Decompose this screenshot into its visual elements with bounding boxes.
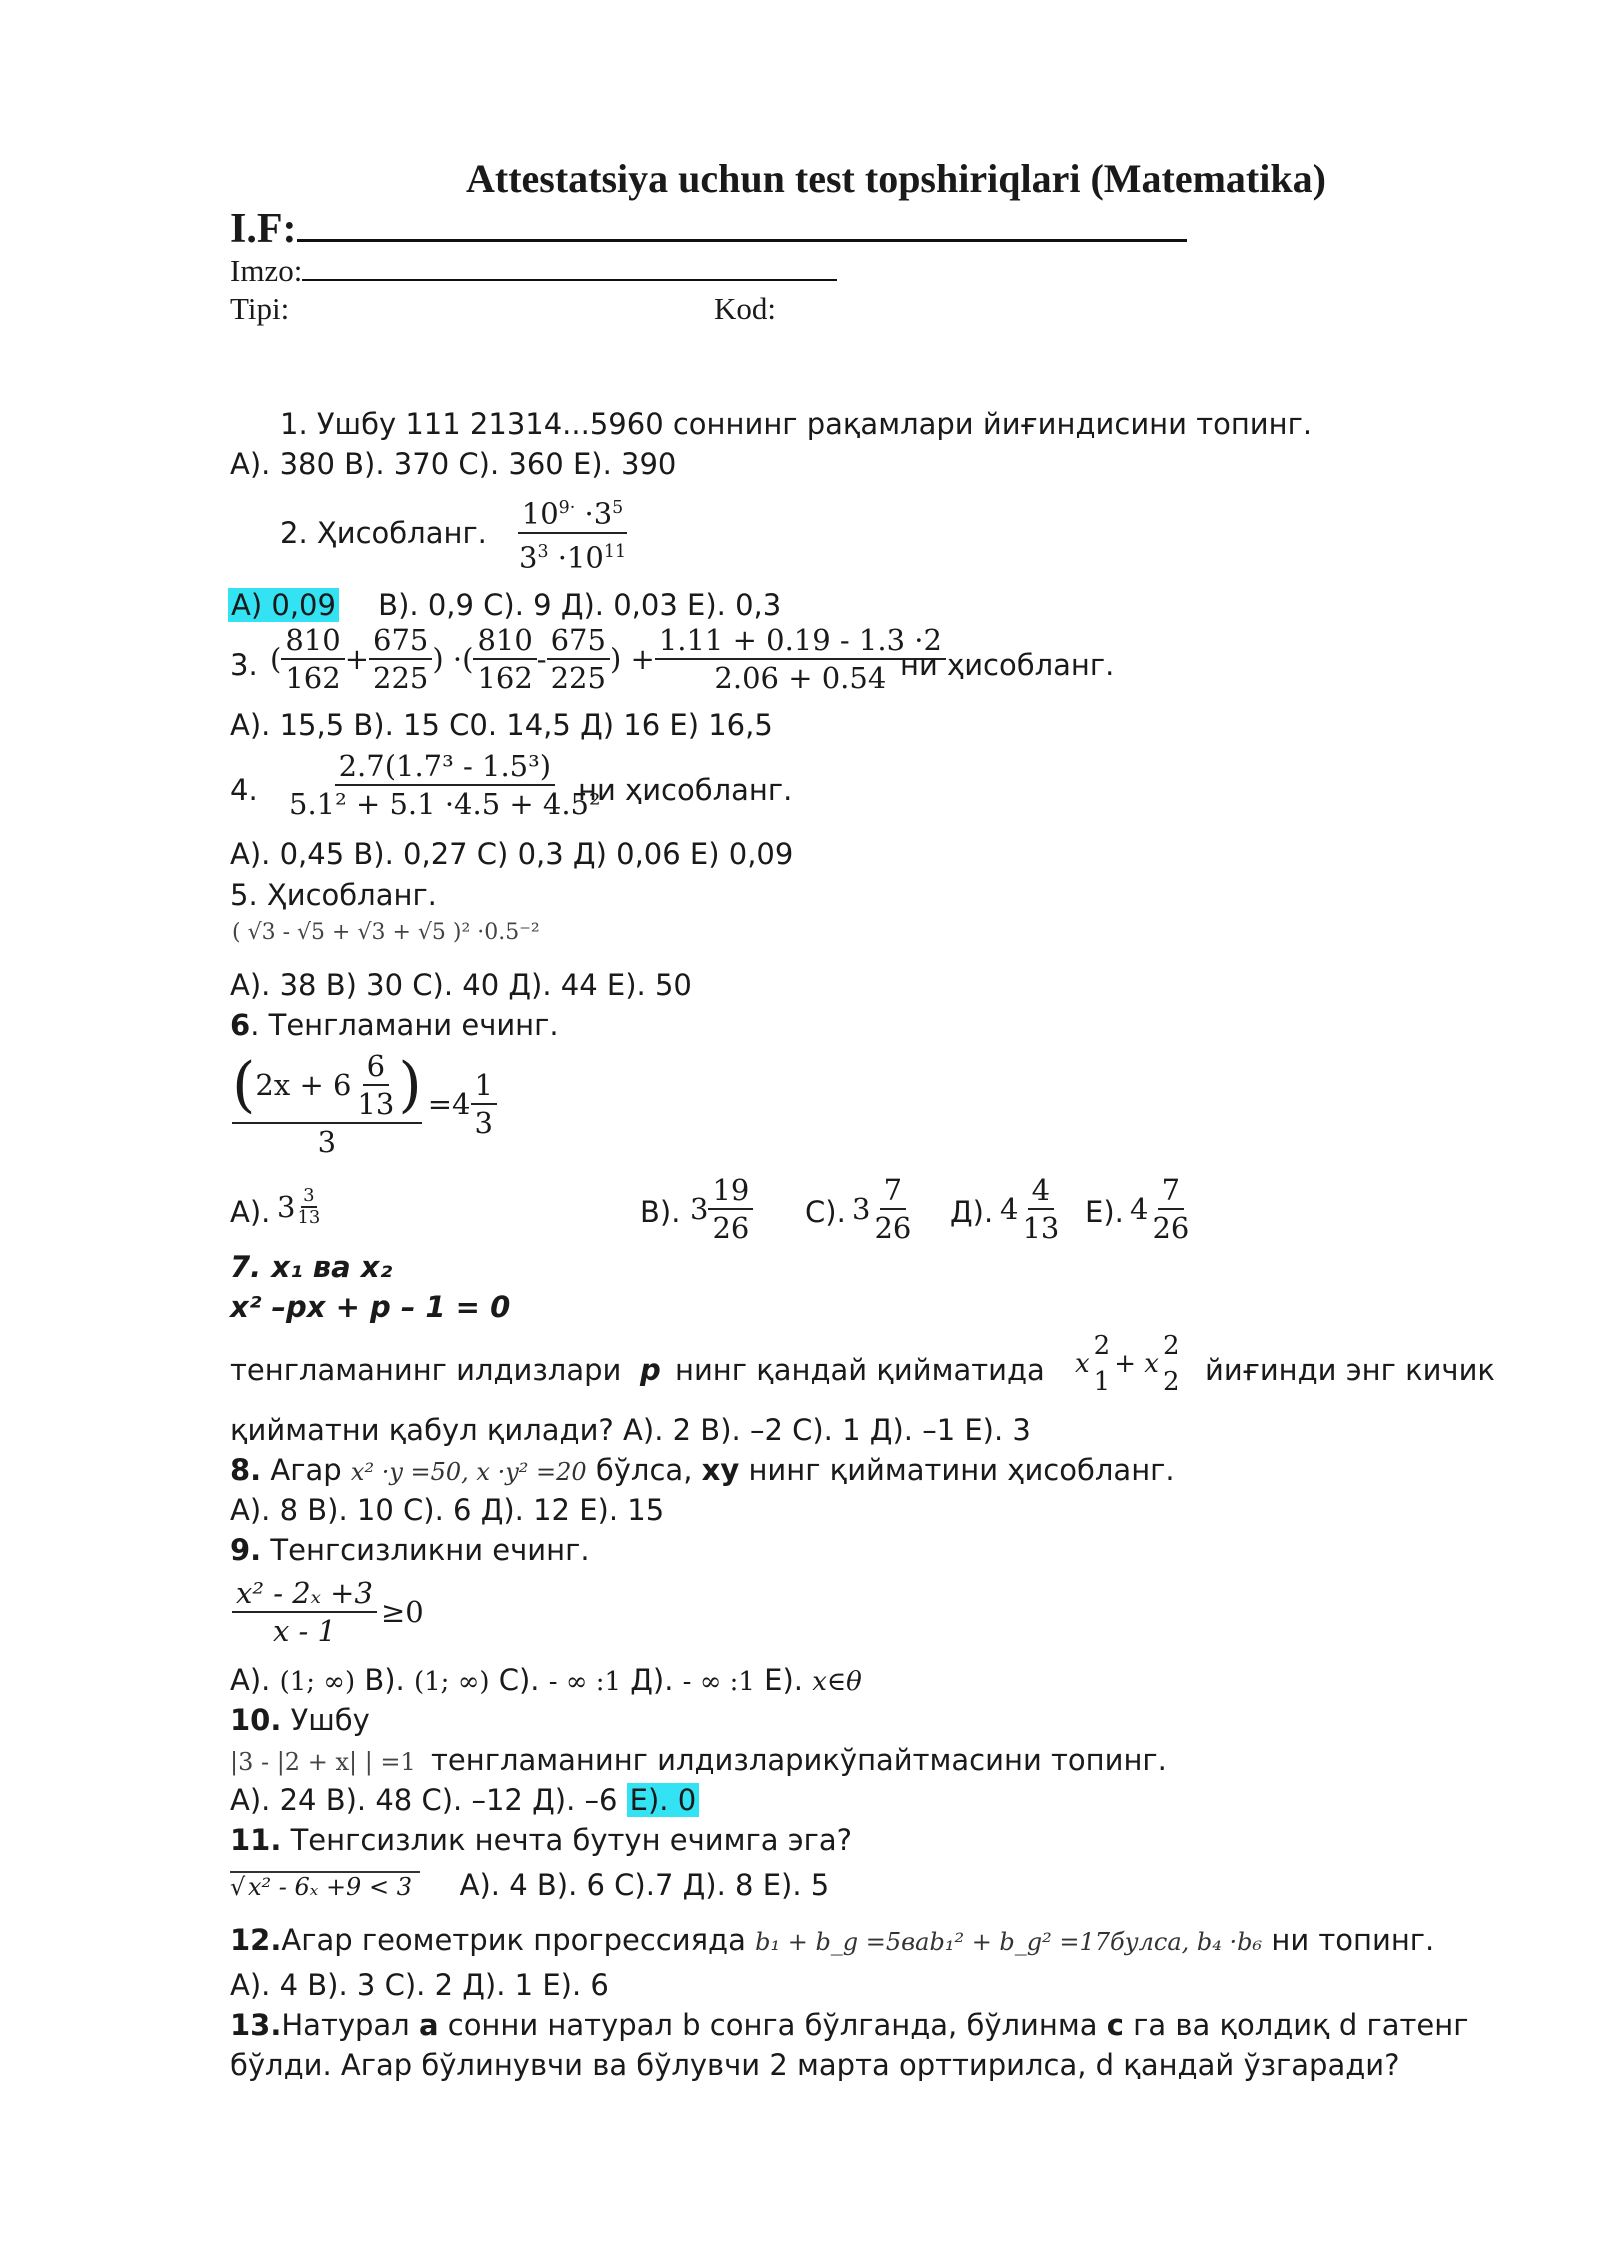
q4-number: 4. <box>230 773 258 807</box>
q6-option-e-label: E). <box>1085 1195 1124 1229</box>
q7-options: қийматни қабул қилади? A). 2 B). –2 C). 1 Д). –1 E). 3 <box>230 1413 1031 1447</box>
q1-options: A). 380 B). 370 C). 360 E). 390 <box>230 447 677 481</box>
page-title: Attestatsiya uchun test topshiriqlari (Matematika) <box>466 156 1326 201</box>
q13-line2: бўлди. Агар бўлинувчи ва бўлувчи 2 марта орттирилса, d қандай ўзгаради? <box>230 2048 1400 2082</box>
q8-options: A). 8 B). 10 C). 6 Д). 12 E). 15 <box>230 1493 665 1527</box>
q4-suffix: ни ҳисобланг. <box>578 773 793 807</box>
q9-inequality: $\frac{\text{x² - 2ₓ +3}}{x - 1}$ ≥0 <box>232 1575 424 1649</box>
q7-text-c: йиғинди энг кичик <box>1205 1353 1495 1387</box>
q6-option-c: 3 $\frac{7}{26}$ <box>852 1173 912 1245</box>
q4-options: A). 0,45 B). 0,27 C) 0,3 Д) 0,06 E) 0,09 <box>230 837 794 871</box>
q9-options: A). (1; ∞) B). (1; ∞) C). - ∞ :1 Д). - ∞ :1 E). x∈θ <box>230 1663 862 1697</box>
q6-option-b: 3 $\frac{19}{26}$ <box>690 1172 753 1246</box>
q7-expression: x 2 1 + x 2 2 <box>1075 1331 1180 1397</box>
q3-expression: ( $\frac{810}{162}$ + $\frac{675}{225}$ ) ·( $\frac{810}{162}$ - $\frac{675}{225}$ ) + $\frac{1.11 + 0.19 - 1.3 \cdot 2}{2.06 + 0.54}$ <box>270 622 946 696</box>
if-underline <box>297 209 1187 242</box>
q6-text: 6. Тенгламани ечинг. <box>230 1008 559 1042</box>
q6-option-e: 4 $\frac{7}{26}$ <box>1130 1173 1190 1245</box>
q6-option-b-label: B). <box>640 1195 681 1229</box>
q3-options: A). 15,5 B). 15 C0. 14,5 Д) 16 E) 16,5 <box>230 708 773 742</box>
if-label: I.F: <box>230 206 297 252</box>
if-field <box>230 205 1187 253</box>
q3-suffix: ни ҳисобланг. <box>900 648 1115 682</box>
q4-fraction: $\frac{\text{2.7(1.7³ - 1.5³)}}{\text{5.1² + 5.1 ·4.5 + 4.5²}}$ <box>289 749 601 821</box>
imzo-label: Imzo: <box>230 253 303 288</box>
q6-option-a: 3 $\frac{3}{13}$ <box>277 1185 321 1228</box>
q7-line2: x² –px + p – 1 = 0 <box>230 1290 511 1324</box>
q9-text: 9. Тенгсизликни ечинг. <box>230 1533 590 1567</box>
q3-number: 3. <box>230 648 258 682</box>
q10-options: A). 24 B). 48 C). –12 Д). –6 E). 0 <box>230 1780 699 1820</box>
q7-p: p <box>640 1353 661 1387</box>
q12-text: 12.Агар геометрик прогрессияда b₁ + b_g =5ваb₁² + b_g² =17булса, b₄ ·b₆ ни топинг. <box>230 1923 1435 1957</box>
q13-line1: 13.Натурал a сонни натурал b сонга бўлганда, бўлинма c га ва қолдиқ d гатенг <box>230 2008 1469 2042</box>
q1-text: 1. Ушбу 111 21314...5960 соннинг рақамлари йиғиндисини топинг. <box>280 407 1313 441</box>
q2-fraction: $\frac{10^{9\cdot} \cdot 3^5}{3^3 \cdot 10^{11}}$ <box>515 490 630 575</box>
q5-text: 5. Ҳисобланг. <box>230 878 437 912</box>
q6-option-d-label: Д). <box>950 1195 994 1229</box>
q11-line: √ x² - 6ₓ +9 < 3 A). 4 B). 6 C).7 Д). 8 E). 5 <box>230 1868 830 1902</box>
q8-text: 8. Агар x² ·y =50, x ·y² =20 бўлса, xy нинг қийматини ҳисобланг. <box>230 1453 1175 1487</box>
tipi-label: Tipi: <box>230 291 290 326</box>
q11-text: 11. Тенгсизлик нечта бутун ечимга эга? <box>230 1823 853 1857</box>
q5-expression: ( √3 - √5 + √3 + √5 )² ·0.5⁻² <box>232 920 540 945</box>
q7-line1: 7. x₁ ва x₂ <box>230 1250 393 1284</box>
q6-equation: ( 2x + 6 $\frac{6}{13}$ ) 3 =4 $\frac{1}{3}$ <box>232 1048 497 1160</box>
q2-options: A) 0,09 B). 0,9 C). 9 Д). 0,03 E). 0,3 <box>228 585 781 625</box>
q7-text-a: тенгламанинг илдизлари <box>230 1353 622 1387</box>
q6-option-a-label: A). <box>230 1195 271 1229</box>
q10-text: 10. Ушбу <box>230 1703 370 1737</box>
imzo-underline <box>302 255 837 281</box>
kod-label: Kod: <box>714 291 776 326</box>
q10-answer-highlight: E). 0 <box>627 1783 700 1817</box>
imzo-field <box>230 253 837 289</box>
q12-options: A). 4 B). 3 C). 2 Д). 1 E). 6 <box>230 1968 609 2002</box>
q6-option-c-label: C). <box>805 1195 846 1229</box>
q7-text-b: нинг қандай қийматида <box>675 1353 1045 1387</box>
q2-answer-highlight: A) 0,09 <box>228 588 339 622</box>
q10-line: |3 - |2 + x| | =1 тенгламанинг илдизларикўпайтмасини топинг. <box>230 1743 1167 1777</box>
q2-label: 2. Ҳисобланг. <box>280 516 487 550</box>
q5-options: A). 38 B) 30 C). 40 Д). 44 E). 50 <box>230 968 692 1002</box>
q6-option-d: 4 $\frac{4}{13}$ <box>1000 1173 1060 1245</box>
